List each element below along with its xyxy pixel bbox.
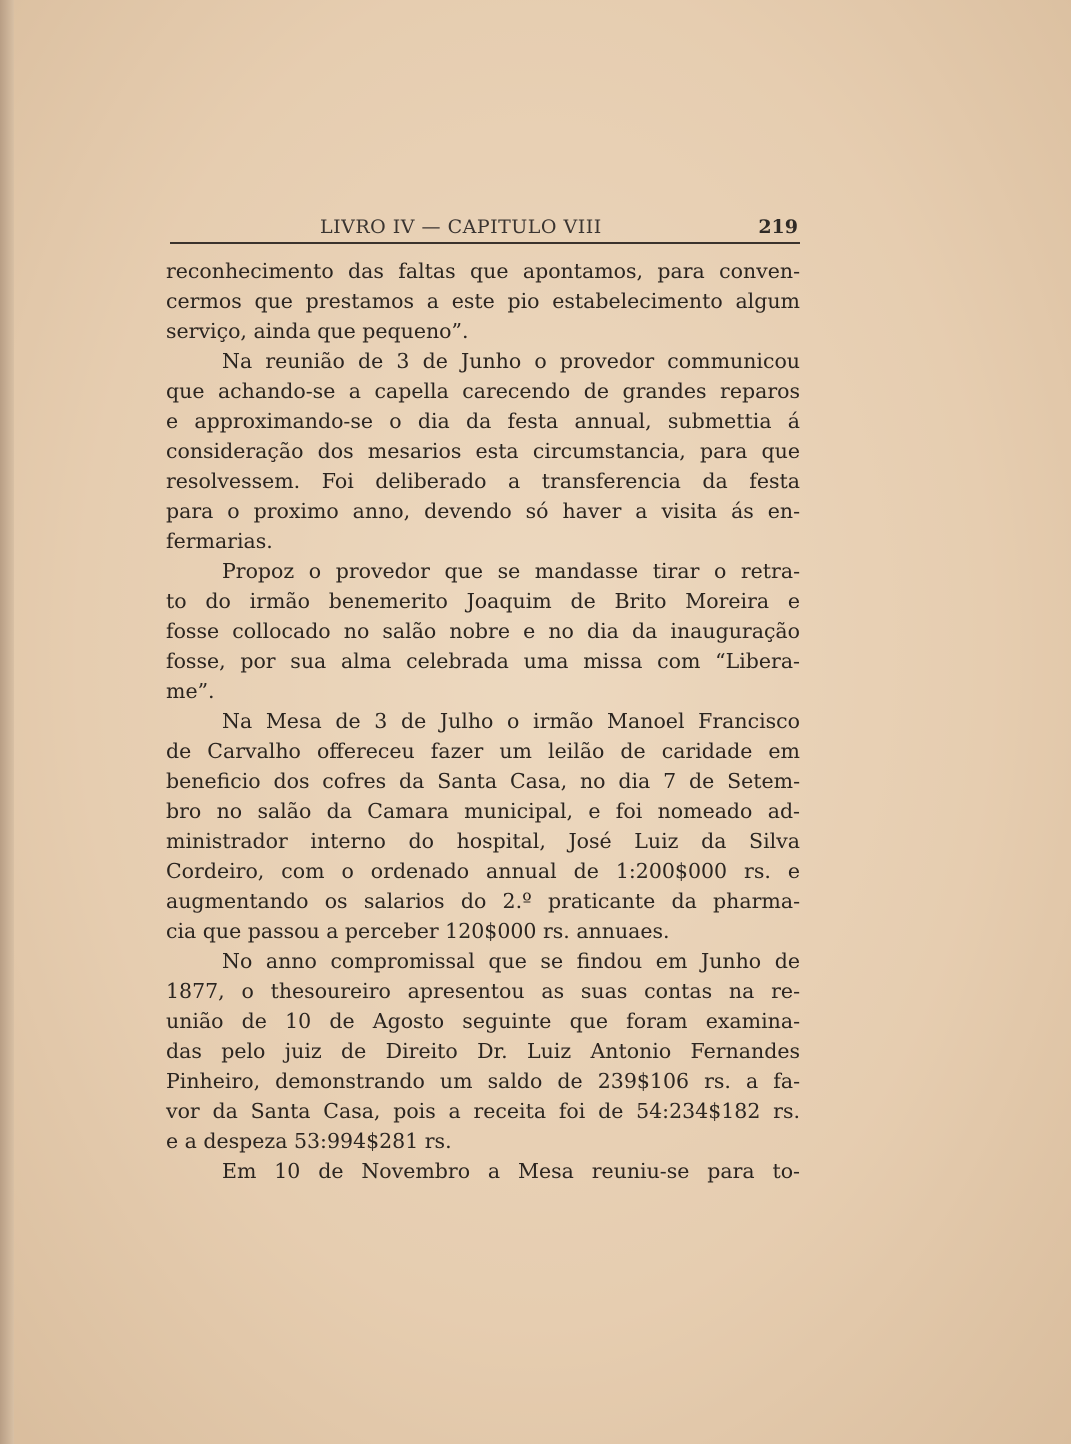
text-line: resolvessem. Foi deliberado a transferencia da festa	[166, 469, 800, 493]
running-head	[170, 214, 800, 244]
text-line: Em 10 de Novembro a Mesa reuniu-se para to-	[222, 1159, 800, 1183]
text-line: to do irmão benemerito Joaquim de Brito Moreira e	[166, 589, 800, 613]
text-line: bro no salão da Camara municipal, e foi nomeado ad-	[166, 799, 800, 823]
text-line: consideração dos mesarios esta circumstancia, para que	[166, 439, 800, 463]
text-line: No anno compromissal que se findou em Junho de	[222, 949, 800, 973]
text-line: e approximando-se o dia da festa annual, submettia á	[166, 409, 800, 433]
text-line: Na reunião de 3 de Junho o provedor communicou	[222, 349, 800, 373]
text-line: 1877, o thesoureiro apresentou as suas contas na re-	[166, 979, 800, 1003]
text-line: Pinheiro, demonstrando um saldo de 239$106 rs. a fa-	[166, 1069, 800, 1093]
text-line: fosse collocado no salão nobre e no dia da inauguração	[166, 619, 800, 643]
text-line: cermos que prestamos a este pio estabelecimento algum	[166, 289, 800, 313]
text-line: serviço, ainda que pequeno”.	[166, 319, 469, 343]
page-number: 219	[758, 216, 798, 238]
text-line: e a despeza 53:994$281 rs.	[166, 1129, 452, 1153]
text-line: beneficio dos cofres da Santa Casa, no dia 7 de Setem-	[166, 769, 800, 793]
text-line: união de 10 de Agosto seguinte que foram examina-	[166, 1009, 800, 1033]
text-line: Cordeiro, com o ordenado annual de 1:200$000 rs. e	[166, 859, 800, 883]
text-line: Propoz o provedor que se mandasse tirar o retra-	[222, 559, 800, 583]
body-text	[166, 256, 800, 1186]
text-line: fermarias.	[166, 529, 273, 553]
text-line: fosse, por sua alma celebrada uma missa com “Libera-	[166, 649, 800, 673]
page-edge	[0, 0, 14, 1444]
text-line: de Carvalho offereceu fazer um leilão de caridade em	[166, 739, 800, 763]
text-line: das pelo juiz de Direito Dr. Luiz Antonio Fernandes	[166, 1039, 800, 1063]
text-line: vor da Santa Casa, pois a receita foi de 54:234$182 rs.	[166, 1099, 800, 1123]
text-line: augmentando os salarios do 2.º praticante da pharma-	[166, 889, 800, 913]
text-line: me”.	[166, 679, 215, 703]
text-line: reconhecimento das faltas que apontamos, para conven-	[166, 259, 800, 283]
text-line: Na Mesa de 3 de Julho o irmão Manoel Francisco	[222, 709, 800, 733]
text-line: que achando-se a capella carecendo de grandes reparos	[166, 379, 800, 403]
text-line: ministrador interno do hospital, José Luiz da Silva	[166, 829, 800, 853]
running-title: LIVRO IV — CAPITULO VIII	[320, 216, 602, 238]
text-line: para o proximo anno, devendo só haver a visita ás en-	[166, 499, 800, 523]
text-line: cia que passou a perceber 120$000 rs. annuaes.	[166, 919, 670, 943]
